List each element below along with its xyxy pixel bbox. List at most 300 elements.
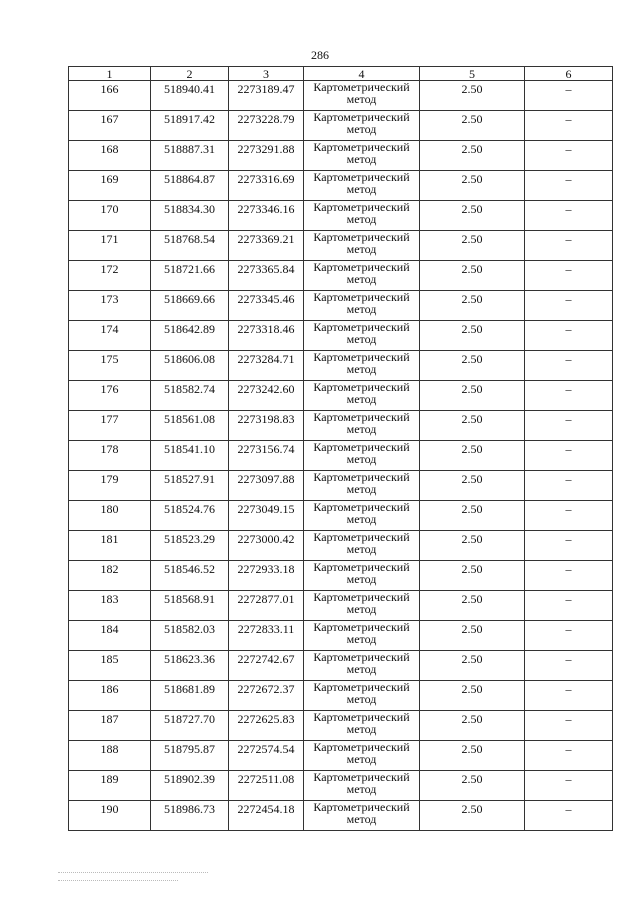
y-coordinate-cell xyxy=(229,411,304,441)
y-coordinate-value: 2272511.08 xyxy=(237,772,295,786)
point-number-cell xyxy=(69,501,151,531)
note-cell xyxy=(525,741,613,771)
x-coordinate-value: 518582.74 xyxy=(164,382,215,396)
table-row xyxy=(69,711,613,741)
note-value: – xyxy=(565,412,572,426)
table-row xyxy=(69,651,613,681)
method-line2: метод xyxy=(346,422,377,436)
method-cell xyxy=(304,381,420,411)
method-cell xyxy=(304,171,420,201)
x-coordinate-value: 518606.08 xyxy=(164,352,215,366)
method-line1: Картометрический xyxy=(313,680,410,694)
x-coordinate-value: 518834.30 xyxy=(164,202,215,216)
accuracy-value: 2.50 xyxy=(461,682,483,696)
accuracy-cell xyxy=(420,81,525,111)
method-line2: метод xyxy=(346,362,377,376)
y-coordinate-value: 2273316.69 xyxy=(237,172,295,186)
y-coordinate-value: 2273000.42 xyxy=(237,532,295,546)
point-number-cell xyxy=(69,411,151,441)
y-coordinate-value: 2273369.21 xyxy=(237,232,295,246)
y-coordinate-value: 2272877.01 xyxy=(237,592,295,606)
x-coordinate-cell xyxy=(151,321,229,351)
method-line1: Картометрический xyxy=(313,620,410,634)
accuracy-value: 2.50 xyxy=(461,232,483,246)
note-cell xyxy=(525,261,613,291)
column-header-3: 3 xyxy=(229,67,304,81)
scan-artifact xyxy=(58,872,208,874)
point-number-cell xyxy=(69,141,151,171)
table-row xyxy=(69,531,613,561)
method-line2: метод xyxy=(346,302,377,316)
y-coordinate-cell xyxy=(229,171,304,201)
point-number-value: 170 xyxy=(100,202,119,216)
point-number-value: 177 xyxy=(100,412,119,426)
point-number-cell xyxy=(69,591,151,621)
method-cell xyxy=(304,621,420,651)
point-number-value: 181 xyxy=(100,532,119,546)
note-cell xyxy=(525,291,613,321)
accuracy-value: 2.50 xyxy=(461,712,483,726)
method-cell xyxy=(304,351,420,381)
accuracy-value: 2.50 xyxy=(461,532,483,546)
x-coordinate-value: 518727.70 xyxy=(164,712,215,726)
method-line2: метод xyxy=(346,212,377,226)
x-coordinate-value: 518546.52 xyxy=(164,562,215,576)
method-cell xyxy=(304,111,420,141)
y-coordinate-cell xyxy=(229,651,304,681)
y-coordinate-cell xyxy=(229,771,304,801)
accuracy-cell xyxy=(420,651,525,681)
table-row xyxy=(69,801,613,831)
y-coordinate-value: 2273365.84 xyxy=(237,262,295,276)
note-cell xyxy=(525,351,613,381)
x-coordinate-cell xyxy=(151,621,229,651)
table-row xyxy=(69,681,613,711)
accuracy-value: 2.50 xyxy=(461,292,483,306)
x-coordinate-cell xyxy=(151,711,229,741)
accuracy-value: 2.50 xyxy=(461,322,483,336)
accuracy-cell xyxy=(420,231,525,261)
y-coordinate-cell xyxy=(229,201,304,231)
method-cell xyxy=(304,441,420,471)
y-coordinate-cell xyxy=(229,591,304,621)
method-line1: Картометрический xyxy=(313,410,410,424)
note-value: – xyxy=(565,622,572,636)
x-coordinate-cell xyxy=(151,171,229,201)
method-line1: Картометрический xyxy=(313,110,410,124)
y-coordinate-value: 2272833.11 xyxy=(237,622,295,636)
scan-artifact xyxy=(58,880,178,882)
table-row xyxy=(69,141,613,171)
point-number-cell xyxy=(69,741,151,771)
point-number-value: 173 xyxy=(100,292,119,306)
point-number-value: 171 xyxy=(100,232,119,246)
method-line1: Картометрический xyxy=(313,740,410,754)
accuracy-cell xyxy=(420,381,525,411)
accuracy-value: 2.50 xyxy=(461,82,483,96)
x-coordinate-cell xyxy=(151,261,229,291)
x-coordinate-value: 518721.66 xyxy=(164,262,215,276)
method-cell xyxy=(304,771,420,801)
accuracy-cell xyxy=(420,621,525,651)
method-line1: Картометрический xyxy=(313,200,410,214)
note-value: – xyxy=(565,322,572,336)
method-cell xyxy=(304,681,420,711)
method-line1: Картометрический xyxy=(313,650,410,664)
x-coordinate-cell xyxy=(151,561,229,591)
x-coordinate-value: 518623.36 xyxy=(164,652,215,666)
method-line2: метод xyxy=(346,752,377,766)
note-cell xyxy=(525,561,613,591)
accuracy-value: 2.50 xyxy=(461,772,483,786)
x-coordinate-value: 518986.73 xyxy=(164,802,215,816)
method-cell xyxy=(304,471,420,501)
method-line2: метод xyxy=(346,602,377,616)
accuracy-cell xyxy=(420,471,525,501)
accuracy-value: 2.50 xyxy=(461,472,483,486)
y-coordinate-value: 2273345.46 xyxy=(237,292,295,306)
method-cell xyxy=(304,81,420,111)
accuracy-cell xyxy=(420,261,525,291)
y-coordinate-cell xyxy=(229,351,304,381)
point-number-value: 189 xyxy=(100,772,119,786)
accuracy-value: 2.50 xyxy=(461,142,483,156)
table-row xyxy=(69,111,613,141)
note-value: – xyxy=(565,202,572,216)
y-coordinate-value: 2272672.37 xyxy=(237,682,295,696)
method-line2: метод xyxy=(346,92,377,106)
column-header-1: 1 xyxy=(69,67,151,81)
point-number-cell xyxy=(69,231,151,261)
accuracy-cell xyxy=(420,711,525,741)
x-coordinate-cell xyxy=(151,651,229,681)
point-number-value: 167 xyxy=(100,112,119,126)
method-line1: Картометрический xyxy=(313,560,410,574)
note-value: – xyxy=(565,742,572,756)
table-row xyxy=(69,741,613,771)
method-line2: метод xyxy=(346,632,377,646)
y-coordinate-cell xyxy=(229,81,304,111)
point-number-cell xyxy=(69,561,151,591)
method-cell xyxy=(304,741,420,771)
note-value: – xyxy=(565,232,572,246)
note-cell xyxy=(525,321,613,351)
method-line2: метод xyxy=(346,152,377,166)
note-value: – xyxy=(565,82,572,96)
table-row xyxy=(69,501,613,531)
method-line2: метод xyxy=(346,452,377,466)
method-line2: метод xyxy=(346,662,377,676)
x-coordinate-value: 518527.91 xyxy=(164,472,215,486)
x-coordinate-value: 518795.87 xyxy=(164,742,215,756)
accuracy-cell xyxy=(420,441,525,471)
point-number-cell xyxy=(69,771,151,801)
note-value: – xyxy=(565,472,572,486)
table-body xyxy=(69,81,613,831)
accuracy-value: 2.50 xyxy=(461,412,483,426)
note-cell xyxy=(525,801,613,831)
table-row xyxy=(69,441,613,471)
table-row xyxy=(69,591,613,621)
table-row xyxy=(69,201,613,231)
y-coordinate-cell xyxy=(229,261,304,291)
note-cell xyxy=(525,441,613,471)
accuracy-cell xyxy=(420,591,525,621)
y-coordinate-value: 2272742.67 xyxy=(237,652,295,666)
x-coordinate-value: 518768.54 xyxy=(164,232,215,246)
x-coordinate-cell xyxy=(151,231,229,261)
point-number-value: 178 xyxy=(100,442,119,456)
point-number-cell xyxy=(69,111,151,141)
point-number-cell xyxy=(69,351,151,381)
column-header-4: 4 xyxy=(304,67,420,81)
accuracy-cell xyxy=(420,561,525,591)
x-coordinate-cell xyxy=(151,411,229,441)
point-number-value: 183 xyxy=(100,592,119,606)
x-coordinate-cell xyxy=(151,681,229,711)
point-number-cell xyxy=(69,261,151,291)
accuracy-value: 2.50 xyxy=(461,112,483,126)
y-coordinate-value: 2273318.46 xyxy=(237,322,295,336)
x-coordinate-value: 518523.29 xyxy=(164,532,215,546)
point-number-value: 176 xyxy=(100,382,119,396)
method-cell xyxy=(304,261,420,291)
method-line1: Картометрический xyxy=(313,290,410,304)
accuracy-value: 2.50 xyxy=(461,442,483,456)
y-coordinate-value: 2272574.54 xyxy=(237,742,295,756)
x-coordinate-cell xyxy=(151,351,229,381)
table-row xyxy=(69,231,613,261)
method-line1: Картометрический xyxy=(313,140,410,154)
note-value: – xyxy=(565,112,572,126)
accuracy-cell xyxy=(420,291,525,321)
y-coordinate-cell xyxy=(229,801,304,831)
point-number-value: 166 xyxy=(100,82,119,96)
y-coordinate-value: 2273097.88 xyxy=(237,472,295,486)
point-number-value: 174 xyxy=(100,322,119,336)
note-value: – xyxy=(565,442,572,456)
method-cell xyxy=(304,801,420,831)
note-cell xyxy=(525,231,613,261)
note-value: – xyxy=(565,592,572,606)
point-number-value: 180 xyxy=(100,502,119,516)
y-coordinate-cell xyxy=(229,441,304,471)
method-cell xyxy=(304,411,420,441)
x-coordinate-value: 518561.08 xyxy=(164,412,215,426)
point-number-cell xyxy=(69,321,151,351)
y-coordinate-cell xyxy=(229,291,304,321)
method-line2: метод xyxy=(346,692,377,706)
x-coordinate-value: 518582.03 xyxy=(164,622,215,636)
table-row xyxy=(69,291,613,321)
note-value: – xyxy=(565,772,572,786)
point-number-value: 186 xyxy=(100,682,119,696)
x-coordinate-cell xyxy=(151,81,229,111)
x-coordinate-value: 518541.10 xyxy=(164,442,215,456)
accuracy-value: 2.50 xyxy=(461,352,483,366)
table-row xyxy=(69,411,613,441)
method-line1: Картометрический xyxy=(313,440,410,454)
y-coordinate-value: 2273242.60 xyxy=(237,382,295,396)
method-line1: Картометрический xyxy=(313,710,410,724)
note-cell xyxy=(525,531,613,561)
note-value: – xyxy=(565,142,572,156)
point-number-value: 184 xyxy=(100,622,119,636)
method-cell xyxy=(304,561,420,591)
accuracy-value: 2.50 xyxy=(461,382,483,396)
method-cell xyxy=(304,291,420,321)
note-value: – xyxy=(565,352,572,366)
x-coordinate-value: 518642.89 xyxy=(164,322,215,336)
x-coordinate-cell xyxy=(151,591,229,621)
accuracy-value: 2.50 xyxy=(461,652,483,666)
note-value: – xyxy=(565,712,572,726)
coordinates-table xyxy=(68,66,613,831)
method-cell xyxy=(304,531,420,561)
note-value: – xyxy=(565,382,572,396)
y-coordinate-value: 2273189.47 xyxy=(237,82,295,96)
note-value: – xyxy=(565,682,572,696)
x-coordinate-value: 518940.41 xyxy=(164,82,215,96)
method-line2: метод xyxy=(346,482,377,496)
y-coordinate-cell xyxy=(229,501,304,531)
note-value: – xyxy=(565,172,572,186)
method-line2: метод xyxy=(346,242,377,256)
x-coordinate-cell xyxy=(151,141,229,171)
note-cell xyxy=(525,111,613,141)
point-number-cell xyxy=(69,441,151,471)
accuracy-value: 2.50 xyxy=(461,802,483,816)
y-coordinate-cell xyxy=(229,111,304,141)
method-line1: Картометрический xyxy=(313,170,410,184)
y-coordinate-value: 2273346.16 xyxy=(237,202,295,216)
note-cell xyxy=(525,171,613,201)
x-coordinate-cell xyxy=(151,771,229,801)
point-number-cell xyxy=(69,81,151,111)
method-line2: метод xyxy=(346,572,377,586)
x-coordinate-cell xyxy=(151,741,229,771)
method-line1: Картометрический xyxy=(313,80,410,94)
point-number-value: 172 xyxy=(100,262,119,276)
accuracy-cell xyxy=(420,681,525,711)
y-coordinate-cell xyxy=(229,141,304,171)
point-number-cell xyxy=(69,381,151,411)
y-coordinate-cell xyxy=(229,231,304,261)
point-number-cell xyxy=(69,681,151,711)
method-line1: Картометрический xyxy=(313,800,410,814)
method-line1: Картометрический xyxy=(313,590,410,604)
y-coordinate-value: 2273228.79 xyxy=(237,112,295,126)
table-row xyxy=(69,321,613,351)
method-line1: Картометрический xyxy=(313,500,410,514)
note-cell xyxy=(525,771,613,801)
y-coordinate-value: 2273049.15 xyxy=(237,502,295,516)
accuracy-value: 2.50 xyxy=(461,742,483,756)
note-cell xyxy=(525,201,613,231)
y-coordinate-cell xyxy=(229,321,304,351)
note-value: – xyxy=(565,652,572,666)
x-coordinate-value: 518902.39 xyxy=(164,772,215,786)
method-cell xyxy=(304,651,420,681)
method-line1: Картометрический xyxy=(313,320,410,334)
accuracy-value: 2.50 xyxy=(461,262,483,276)
method-line2: метод xyxy=(346,332,377,346)
method-line2: метод xyxy=(346,542,377,556)
x-coordinate-cell xyxy=(151,381,229,411)
accuracy-cell xyxy=(420,411,525,441)
accuracy-value: 2.50 xyxy=(461,622,483,636)
x-coordinate-cell xyxy=(151,471,229,501)
method-cell xyxy=(304,591,420,621)
note-value: – xyxy=(565,262,572,276)
note-value: – xyxy=(565,502,572,516)
method-line1: Картометрический xyxy=(313,350,410,364)
x-coordinate-cell xyxy=(151,531,229,561)
x-coordinate-cell xyxy=(151,501,229,531)
table-row xyxy=(69,381,613,411)
y-coordinate-value: 2273291.88 xyxy=(237,142,295,156)
y-coordinate-cell xyxy=(229,621,304,651)
note-value: – xyxy=(565,532,572,546)
point-number-cell xyxy=(69,651,151,681)
table-row xyxy=(69,471,613,501)
method-line2: метод xyxy=(346,392,377,406)
note-cell xyxy=(525,141,613,171)
point-number-cell xyxy=(69,531,151,561)
point-number-cell xyxy=(69,471,151,501)
x-coordinate-value: 518568.91 xyxy=(164,592,215,606)
point-number-value: 175 xyxy=(100,352,119,366)
method-line1: Картометрический xyxy=(313,530,410,544)
method-cell xyxy=(304,501,420,531)
x-coordinate-value: 518524.76 xyxy=(164,502,215,516)
accuracy-value: 2.50 xyxy=(461,592,483,606)
table-row xyxy=(69,351,613,381)
method-cell xyxy=(304,201,420,231)
accuracy-cell xyxy=(420,351,525,381)
method-line2: метод xyxy=(346,122,377,136)
note-cell xyxy=(525,81,613,111)
y-coordinate-value: 2272625.83 xyxy=(237,712,295,726)
point-number-value: 190 xyxy=(100,802,119,816)
note-cell xyxy=(525,381,613,411)
y-coordinate-value: 2272933.18 xyxy=(237,562,295,576)
method-line1: Картометрический xyxy=(313,380,410,394)
column-header-2: 2 xyxy=(151,67,229,81)
method-cell xyxy=(304,231,420,261)
note-value: – xyxy=(565,562,572,576)
x-coordinate-value: 518669.66 xyxy=(164,292,215,306)
header-row xyxy=(69,67,613,81)
x-coordinate-cell xyxy=(151,201,229,231)
method-line1: Картометрический xyxy=(313,470,410,484)
accuracy-value: 2.50 xyxy=(461,562,483,576)
x-coordinate-value: 518887.31 xyxy=(164,142,215,156)
accuracy-value: 2.50 xyxy=(461,202,483,216)
point-number-value: 168 xyxy=(100,142,119,156)
table-row xyxy=(69,171,613,201)
point-number-cell xyxy=(69,711,151,741)
point-number-value: 188 xyxy=(100,742,119,756)
method-cell xyxy=(304,711,420,741)
note-cell xyxy=(525,411,613,441)
accuracy-value: 2.50 xyxy=(461,172,483,186)
table-row xyxy=(69,621,613,651)
table-row xyxy=(69,561,613,591)
note-cell xyxy=(525,651,613,681)
method-line2: метод xyxy=(346,812,377,826)
accuracy-cell xyxy=(420,171,525,201)
